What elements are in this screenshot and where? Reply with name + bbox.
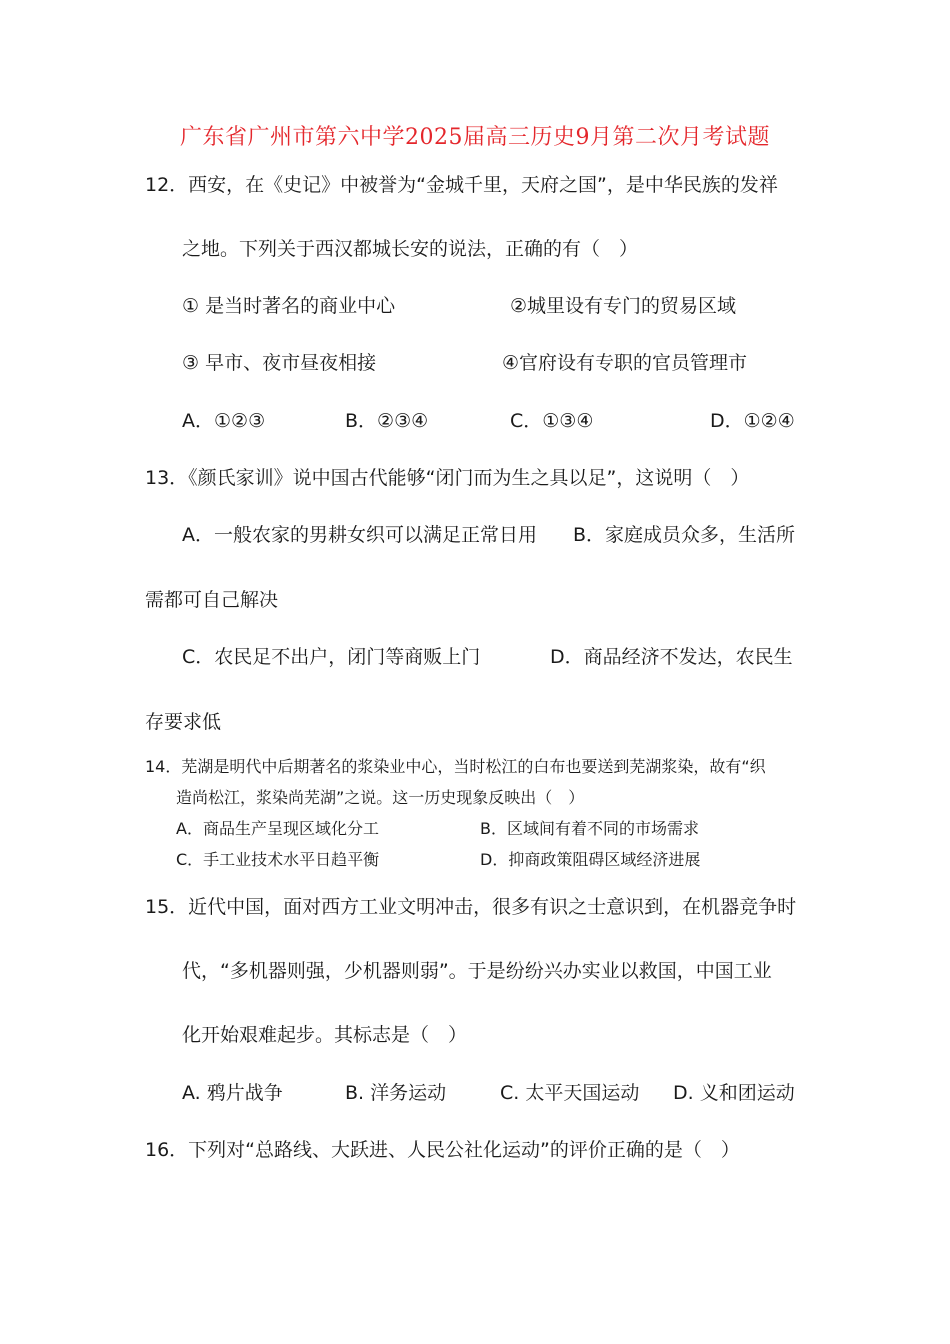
q15-stem-line1: 15．近代中国，面对西方工业文明冲击，很多有识之士意识到，在机器竞争时 — [145, 896, 797, 918]
q12-option-c: C．①③④ — [510, 410, 594, 432]
q14-option-b: B．区域间有着不同的市场需求 — [480, 819, 699, 838]
q13-option-b-line2: 需都可自己解决 — [145, 589, 279, 611]
q16-stem: 16．下列对“总路线、大跃进、人民公社化运动”的评价正确的是（ ） — [145, 1139, 740, 1161]
q13-option-a: A．一般农家的男耕女织可以满足正常日用 — [182, 524, 537, 546]
q13-option-b-line1: B．家庭成员众多，生活所 — [573, 524, 796, 546]
q15-option-c: C. 太平天国运动 — [500, 1082, 640, 1104]
q13-option-c: C．农民足不出户，闭门等商贩上门 — [182, 646, 481, 668]
q12-item-4: ④官府设有专职的官员管理市 — [502, 352, 748, 374]
q15-option-d: D. 义和团运动 — [673, 1082, 795, 1104]
q14-stem-line1: 14．芜湖是明代中后期著名的浆染业中心，当时松江的白布也要送到芜湖浆染，故有“织 — [145, 757, 766, 776]
q12-item-2: ②城里设有专门的贸易区域 — [510, 295, 737, 317]
q12-stem-line1: 12．西安，在《史记》中被誉为“金城千里，天府之国”，是中华民族的发祥 — [145, 174, 778, 196]
q15-option-b: B. 洋务运动 — [345, 1082, 447, 1104]
q14-option-d: D．抑商政策阻碍区域经济进展 — [480, 850, 701, 869]
q13-stem: 13．《颜氏家训》说中国古代能够“闭门而为生之具以足”，这说明（ ） — [145, 467, 750, 489]
q15-stem-line3: 化开始艰难起步。其标志是（ ） — [182, 1024, 468, 1046]
q15-option-a: A. 鸦片战争 — [182, 1082, 283, 1104]
q12-stem-line2: 之地。下列关于西汉都城长安的说法，正确的有（ ） — [182, 238, 639, 260]
q12-item-3: ③ 早市、夜市昼夜相接 — [182, 352, 377, 374]
q12-item-1: ① 是当时著名的商业中心 — [182, 295, 396, 317]
q13-option-d-line1: D．商品经济不发达，农民生 — [550, 646, 793, 668]
q12-option-b: B．②③④ — [345, 410, 429, 432]
q12-option-d: D．①②④ — [710, 410, 795, 432]
q13-option-d-line2: 存要求低 — [145, 711, 222, 733]
q12-option-a: A．①②③ — [182, 410, 266, 432]
q15-stem-line2: 代，“多机器则强，少机器则弱”。于是纷纷兴办实业以救国，中国工业 — [182, 960, 772, 982]
exam-title: 广东省广州市第六中学2025届高三历史9月第二次月考试题 — [180, 125, 770, 150]
q14-option-a: A．商品生产呈现区域化分工 — [176, 819, 379, 838]
q14-option-c: C．手工业技术水平日趋平衡 — [176, 850, 380, 869]
q14-stem-line2: 造尚松江，浆染尚芜湖”之说。这一历史现象反映出（ ） — [176, 788, 585, 807]
